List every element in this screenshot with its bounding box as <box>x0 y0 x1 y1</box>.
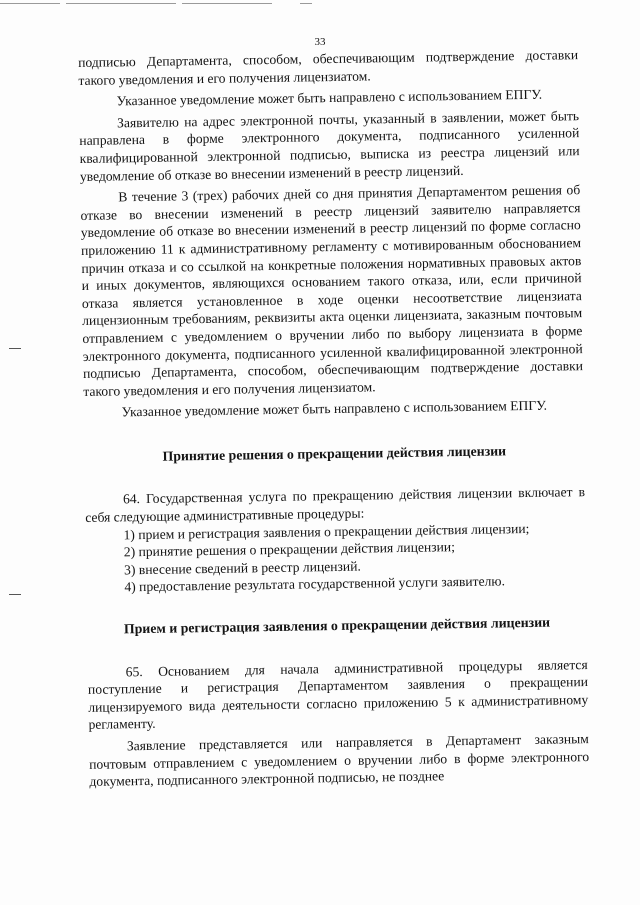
paragraph-65: 65. Основанием для начала административной процедуры является поступление и регистрация Департаментом заявления о прекращении лицензируемого вида деятельности согласно приложению 5 к административному регламенту. <box>87 656 589 733</box>
margin-mark <box>9 594 21 595</box>
paragraph: Заявление представляется или направляется в Департамент заказным почтовым отправлением с уведомлением о вручении либо в форме электронного документа, подписанного электронной подписью, не позднее <box>89 731 590 790</box>
scan-artifact-line <box>0 3 60 4</box>
section-heading: Принятие решения о прекращении действия лицензии <box>162 443 507 464</box>
paragraph-64: 64. Государственная услуга по прекращению действия лицензии включает в себя следующие административные процедуры: <box>85 484 586 526</box>
section-heading: Прием и регистрация заявления о прекращении действия лицензии <box>123 614 551 637</box>
margin-mark <box>9 348 21 349</box>
paragraph: подписью Департамента, способом, обеспечивающим подтверждение доставки такого уведомления и его получения лицензиатом. <box>78 47 579 88</box>
list-item: 2) принятие решения о прекращении действия лицензии; <box>123 539 456 560</box>
list-item: 4) предоставление результата государственной услуги заявителю. <box>124 573 506 595</box>
list-item: 3) внесение сведений в реестр лицензий. <box>123 558 361 578</box>
procedure-list <box>85 519 586 597</box>
paragraph: В течение 3 (трех) рабочих дней со дня принятия Департаментом решения об отказе во внесении изменений в реестр лицензий заявителю направляется уведомление об отказе во внесении изменений в реестр лицензий по форме согласно приложению 11 к административному регламенту с мотивированным обоснованием причин отказа и со ссылкой на конкретные положения нормативных правовых актов и иных документов, являющихся основанием такого отказа, или, если причиной отказа является установленное в ходе оценки несоответствие лицензиата лицензионным требованиям, реквизиты акта оценки лицензиата, заказным почтовым отправлением с уведомлением о вручении либо по выбору лицензиата в форме электронного документа, подписанного усиленной квалифицированной электронной подписью Департамента, способом, обеспечивающим подтверждение доставки такого уведомления и его получения лицензиатом. <box>80 182 584 399</box>
paragraph: Указанное уведомление может быть направлено с использованием ЕПГУ. <box>116 86 543 109</box>
list-item: 1) прием и регистрация заявления о прекращении действия лицензии; <box>123 520 530 542</box>
paragraph: Указанное уведомление может быть направлено с использованием ЕПГУ. <box>121 397 548 420</box>
paragraph: Заявителю на адрес электронной почты, указанный в заявлении, может быть направлена в форме электронного документа, подписанного усиленной квалифицированной электронной подписью, выписка из реестра лицензий или уведомление об отказе во внесении изменений в реестр лицензий. <box>79 107 580 184</box>
scan-artifact-line <box>182 3 272 4</box>
scan-artifact-line <box>300 3 312 4</box>
page-number: 33 <box>314 36 326 48</box>
document-body <box>78 46 590 791</box>
scan-artifact-line <box>66 3 176 4</box>
